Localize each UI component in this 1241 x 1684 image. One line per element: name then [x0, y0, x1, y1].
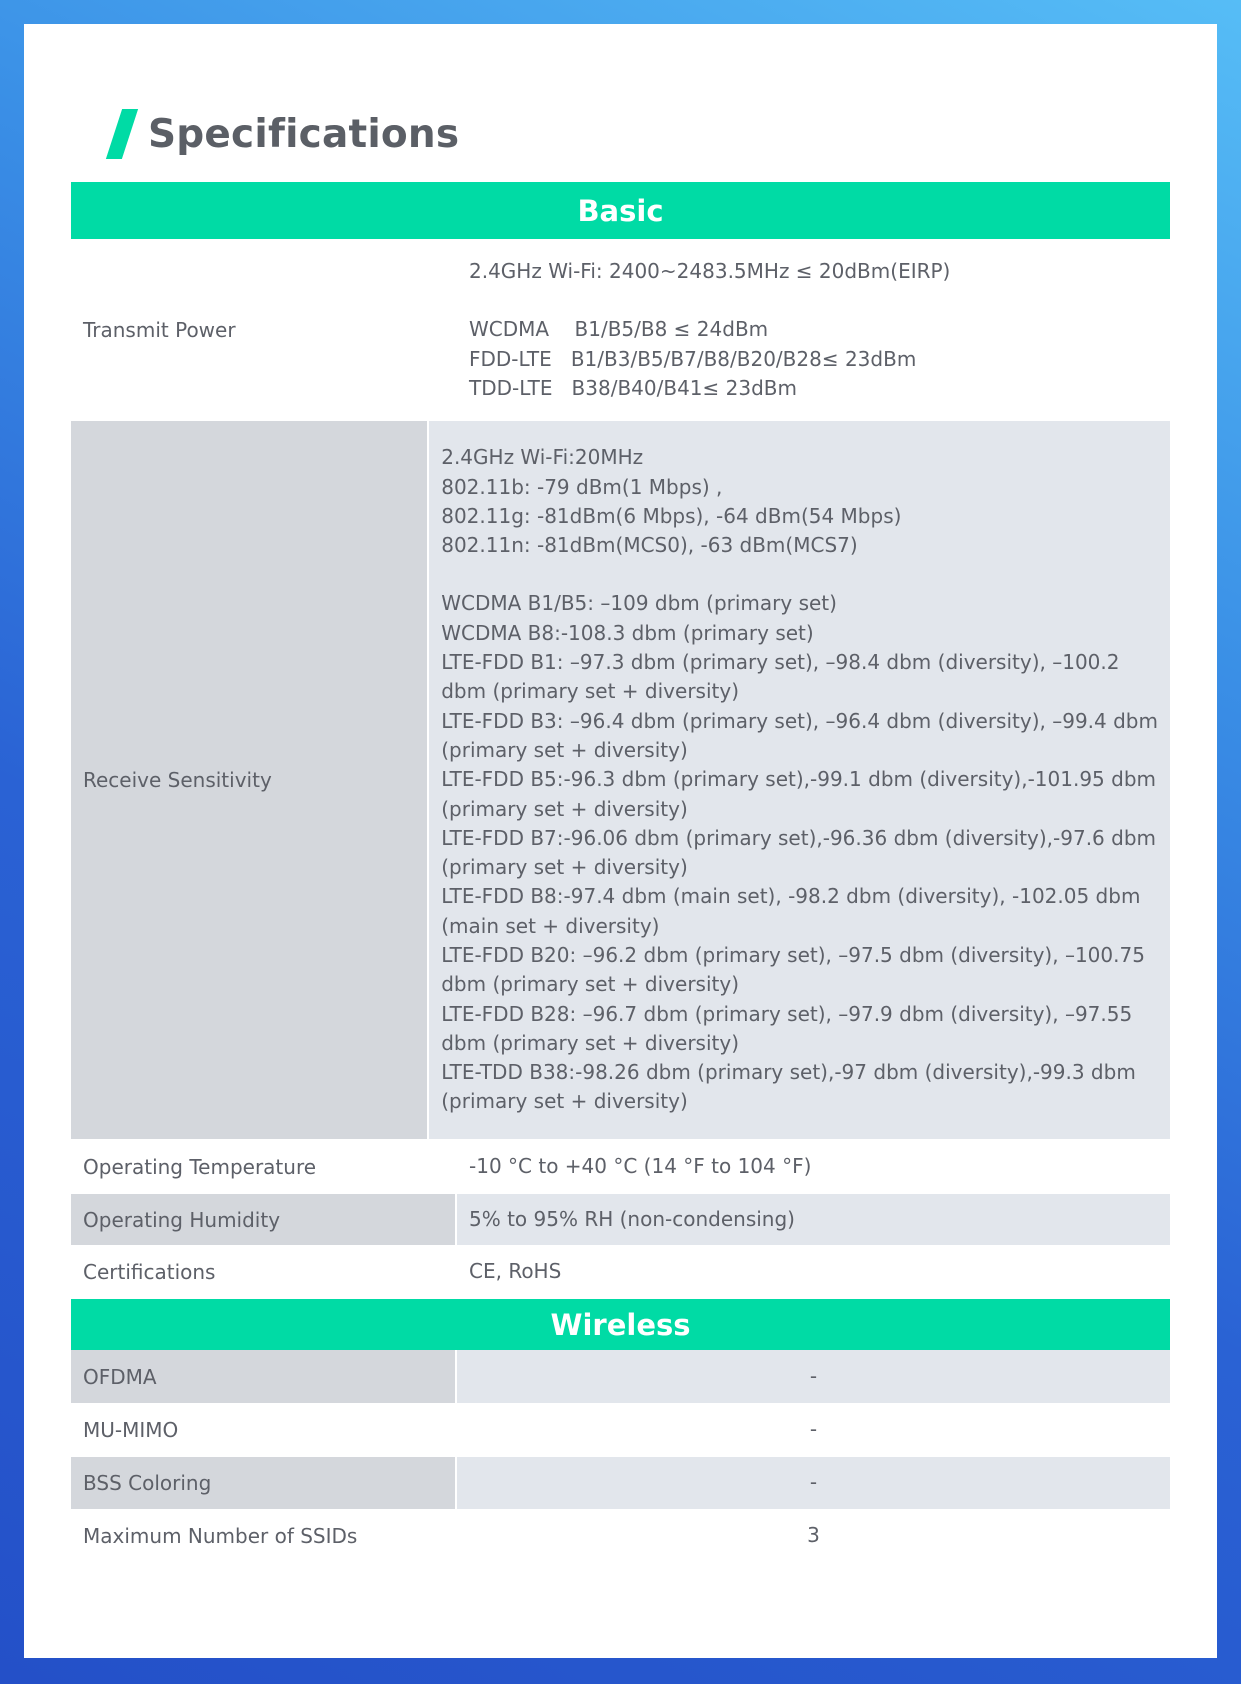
text-line: LTE-FDD B3: –96.4 dbm (primary set), –96.4 dbm (diversity), –99.4 dbm: [441, 708, 1158, 733]
row-value: 5% to 95% RH (non-condensing): [455, 1194, 1170, 1245]
text-line: (primary set + diversity): [441, 796, 688, 821]
row-receive-sensitivity: [71, 421, 1170, 1139]
row-label: Operating Humidity: [71, 1194, 455, 1245]
row-label: OFDMA: [71, 1350, 455, 1403]
text-line: LTE-FDD B1: –97.3 dbm (primary set), –98.4 dbm (diversity), –100.2: [441, 650, 1120, 675]
row-label: Maximum Number of SSIDs: [83, 1524, 358, 1548]
text-line: WCDMA B1/B5: –109 dbm (primary set): [441, 591, 837, 616]
line-list: [469, 315, 1158, 403]
row-operating-humidity: [71, 1194, 1170, 1245]
text-line: dbm (primary set + diversity): [441, 1030, 739, 1055]
row-label: BSS Coloring: [71, 1457, 455, 1509]
text-line: LTE-FDD B8:-97.4 dbm (main set), -98.2 dbm (diversity), -102.05 dbm: [441, 884, 1141, 909]
row-label: Operating Temperature: [83, 1154, 317, 1179]
text-line: TDD-LTE B38/B40/B41≤ 23dBm: [469, 375, 797, 400]
row-value: -10 °C to +40 °C (14 °F to 104 °F): [455, 1139, 1170, 1194]
text-line: (primary set + diversity): [441, 737, 688, 762]
row-operating-temperature: [71, 1139, 1170, 1194]
receive-sensitivity-values: [427, 421, 1170, 1139]
row-mu-mimo: [71, 1403, 1170, 1457]
text-line: LTE-TDD B38:-98.26 dbm (primary set),-97 dbm (diversity),-99.3 dbm: [441, 1060, 1136, 1085]
text-line: WCDMA B1/B5/B8 ≤ 24dBm: [469, 317, 769, 342]
section-header-wireless: Wireless: [71, 1299, 1170, 1350]
row-value: -: [455, 1457, 1170, 1509]
row-label: MU-MIMO: [83, 1418, 179, 1442]
line-list: [441, 589, 1158, 1116]
text-line: LTE-FDD B5:-96.3 dbm (primary set),-99.1 dbm (diversity),-101.95 dbm: [441, 767, 1157, 792]
spec-table: [71, 182, 1170, 1563]
spacer: [469, 286, 1158, 315]
row-value: -: [455, 1350, 1170, 1403]
text-line: WCDMA B8:-108.3 dbm (primary set): [441, 620, 814, 645]
row-label: Transmit Power: [83, 318, 236, 342]
text-line: 2.4GHz Wi-Fi: 2400~2483.5MHz ≤ 20dBm(EIRP): [469, 258, 951, 283]
slash-accent-icon: [106, 109, 138, 159]
text-line: dbm (primary set + diversity): [441, 679, 739, 704]
text-line: FDD-LTE B1/B3/B5/B7/B8/B20/B28≤ 23dBm: [469, 346, 917, 371]
text-line: 802.11b: -79 dBm(1 Mbps) ,: [441, 474, 723, 499]
text-line: (primary set + diversity): [441, 855, 688, 880]
row-label: Receive Sensitivity: [71, 421, 427, 1139]
text-line: LTE-FDD B7:-96.06 dbm (primary set),-96.36 dbm (diversity),-97.6 dbm: [441, 825, 1157, 850]
text-line: 802.11n: -81dBm(MCS0), -63 dBm(MCS7): [441, 533, 858, 558]
row-label: Certifications: [83, 1260, 216, 1284]
row-value: -: [455, 1403, 1170, 1457]
page-title: Specifications: [148, 111, 460, 157]
section-header-basic: Basic: [71, 182, 1170, 239]
transmit-power-values: [455, 239, 1170, 421]
title-row: [90, 94, 459, 174]
text-line: (primary set + diversity): [441, 1089, 688, 1114]
text-line: LTE-FDD B28: –96.7 dbm (primary set), –97.9 dbm (diversity), –97.55: [441, 1001, 1133, 1026]
line-list: [441, 443, 1158, 560]
row-certifications: [71, 1245, 1170, 1299]
line-list: [469, 257, 1158, 286]
row-max-ssids: [71, 1509, 1170, 1563]
text-line: 802.11g: -81dBm(6 Mbps), -64 dBm(54 Mbps): [441, 503, 902, 528]
row-bss-coloring: [71, 1457, 1170, 1509]
row-value: 3: [455, 1509, 1170, 1563]
text-line: (main set + diversity): [441, 913, 660, 938]
row-transmit-power: [71, 239, 1170, 421]
row-ofdma: [71, 1350, 1170, 1403]
row-value: CE, RoHS: [455, 1245, 1170, 1299]
text-line: 2.4GHz Wi-Fi:20MHz: [441, 445, 644, 470]
text-line: dbm (primary set + diversity): [441, 972, 739, 997]
spacer: [441, 560, 1158, 589]
text-line: LTE-FDD B20: –96.2 dbm (primary set), –97.5 dbm (diversity), –100.75: [441, 942, 1145, 967]
